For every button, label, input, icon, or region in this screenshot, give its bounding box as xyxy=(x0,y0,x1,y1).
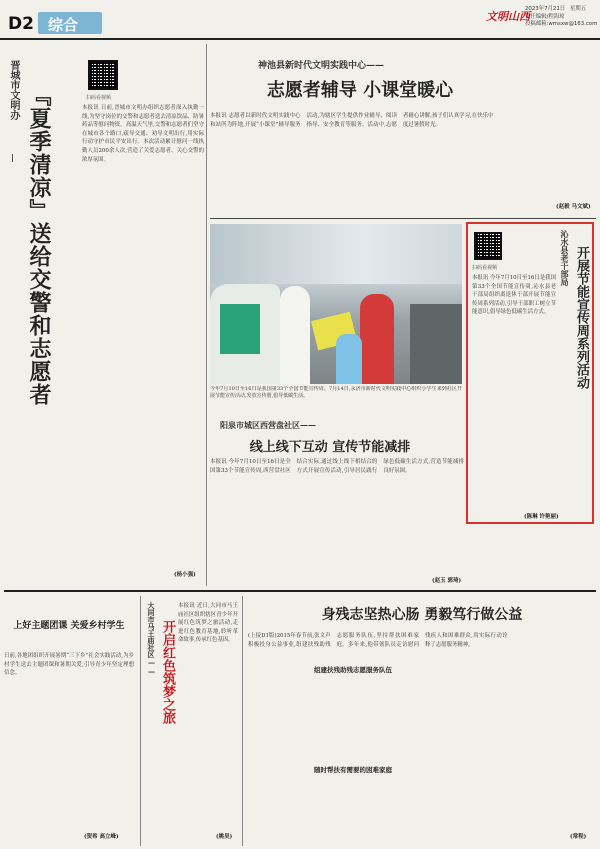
right-qr-code xyxy=(474,232,502,260)
weekday-text: 星期五 xyxy=(569,6,587,12)
left-bottom-story xyxy=(4,596,136,846)
mid-headline: 线上线下互动 宣传节能减排 xyxy=(249,440,411,455)
divider-2 xyxy=(210,218,596,219)
bottom-subhead: 组建扶残助残志愿服务队伍 xyxy=(314,666,392,674)
right-story-author: (陈琳 许艳丽) xyxy=(524,514,559,520)
right-headline: 开展节能宣传周系列活动 xyxy=(574,246,589,389)
divider-4 xyxy=(140,596,141,846)
divider-1 xyxy=(206,44,207,586)
qr-label: 扫码看视频 xyxy=(86,95,112,101)
bottom-story xyxy=(248,596,596,846)
top-story-body: 本报讯 志愿者以新时代文明实践中心和站所为阵地,开展“小课堂”辅导服务活动,为辖区学生提供作业辅导、阅读指导、安全教育等服务。活动中,志愿者耐心讲解,孩子们认真学习,在快乐中度过暑假时光。 xyxy=(210,113,494,128)
qr-code xyxy=(88,60,118,90)
photo-volunteer-1 xyxy=(280,286,310,384)
left-story-author: (杨小强) xyxy=(174,572,196,578)
right-kicker: 沁水县老干部局 xyxy=(560,230,570,286)
top-story-author: (赵毅 马文斌) xyxy=(556,204,591,210)
section-label: 综合 xyxy=(48,16,79,34)
page-number: D2 xyxy=(8,14,34,34)
photo-car-door xyxy=(220,304,260,354)
brand-logo: 文明山西 xyxy=(486,10,530,23)
right-story-body: 本报讯 今年7月10日至16日是我国第33个全国节能宣传周,沁水县老干部局组织离退休干部开展节能宣传周系列活动,引导干部职工树立节能意识,倡导绿色低碳生活方式。 xyxy=(472,275,556,316)
divider-5 xyxy=(242,596,243,846)
masthead xyxy=(0,0,600,42)
top-kicker: 神池县新时代文明实践中心—— xyxy=(258,61,385,71)
left-bottom-author: (贺希 高立峰) xyxy=(84,834,119,840)
bottom-headline: 身残志坚热心肠 勇毅笃行做公益 xyxy=(321,607,523,623)
left-kicker: 晋城市文明办 xyxy=(8,60,19,120)
news-photo xyxy=(210,224,462,384)
right-qr-label: 扫码看视频 xyxy=(472,265,498,271)
divider-3 xyxy=(4,590,596,592)
photo-right-cars xyxy=(410,304,462,384)
email-text: 投稿邮箱:wmsxw@163.com xyxy=(525,21,598,27)
top-story xyxy=(210,44,596,214)
red-headline: 开启红色筑梦之旅 xyxy=(160,620,175,724)
masthead-date xyxy=(525,6,597,29)
mid-story-author: (赵玉 郭琦) xyxy=(432,578,462,584)
red-story-author: (姚昊) xyxy=(216,834,233,840)
red-story xyxy=(144,596,240,846)
photo-building xyxy=(210,224,462,284)
kicker-rule xyxy=(12,154,13,162)
photo-volunteer-2 xyxy=(360,294,394,384)
photo-kid xyxy=(336,334,362,384)
masthead-rule xyxy=(0,38,600,40)
top-headline: 志愿者辅导 小课堂暖心 xyxy=(266,80,454,101)
editor-text: 责任编辑/程海琼 xyxy=(525,13,565,20)
photo-caption: 今年7月10日至16日是我国第33个全国节能宣传周。7月14日,永济市新时代文明实践中心组织小学生来到社区开展节能宣传活动,发放宣传册,倡导低碳生活。 xyxy=(210,386,462,399)
section-tab xyxy=(38,12,102,34)
right-story xyxy=(466,222,594,524)
bottom-subhead-2: 随时帮扶有需要的困难家庭 xyxy=(314,766,392,774)
left-headline: 『夏季清凉』送给交警和志愿者 xyxy=(26,84,52,406)
red-story-body: 本报讯 近日,大同市马王庙社区组织辖区青少年开展红色筑梦之旅活动,走进红色教育基地,聆听革命故事,传承红色基因。 xyxy=(178,603,238,644)
left-bottom-headline: 上好主题团课 关爱乡村学生 xyxy=(13,621,125,631)
red-kicker: 大同市马王庙社区—— xyxy=(147,602,156,676)
left-story xyxy=(4,42,204,590)
mid-story xyxy=(210,418,464,586)
bottom-story-body: (上接D1版)2015年春节前,张文声积极投身公益事业,组建扶残助残志愿服务队伍,坚持帮扶困难家庭。多年来,他带领队员走访慰问残疾人和困难群众,用实际行动诠释了志愿服务精神。 xyxy=(248,633,508,648)
bottom-story-author: (常程) xyxy=(570,834,587,840)
date-text: 2023年7月21日 xyxy=(525,6,566,12)
left-bottom-body: 日前,各地团组织开展暑期“三下乡”社会实践活动,为乡村学生送去主题团课和暑期关爱,引导青少年坚定理想信念。 xyxy=(4,653,134,677)
left-story-body: 本报讯 日前,晋城市文明办组织志愿者深入执勤一线,为坚守岗位的交警和志愿者送去清凉饮品、防暑药品等慰问物资。高温天气里,交警和志愿者们坚守在城市各个路口,疏导交通、劝导文明出行,用实际行动守护市民平安出行。本次活动累计慰问一线执勤人员200余人次,营造了关爱志愿者、关心交警的浓厚氛围。 xyxy=(82,105,204,163)
mid-kicker: 阳泉市城区西营盘社区—— xyxy=(220,420,316,430)
mid-story-body: 本报讯 今年7月10日至16日是全国第33个节能宣传周,西营盘社区结合实际,通过线上线下相结合的方式开展宣传活动,引导居民践行绿色低碳生活方式,营造节能减排良好氛围。 xyxy=(210,459,464,474)
